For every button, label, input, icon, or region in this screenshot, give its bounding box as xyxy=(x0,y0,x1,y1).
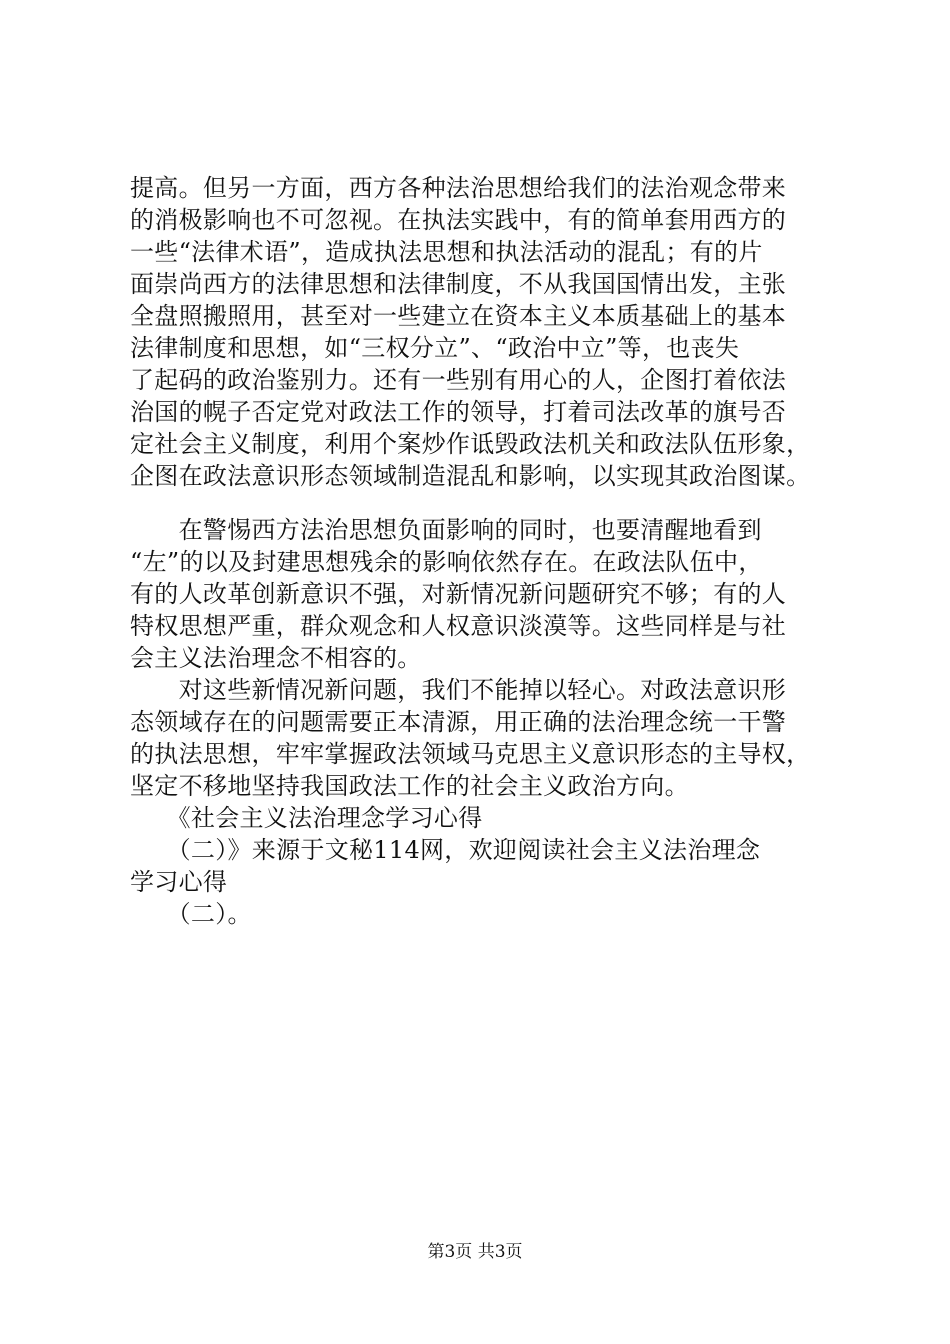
paragraph-gap xyxy=(130,492,830,514)
text-line: 有的人改革创新意识不强，对新情况新问题研究不够；有的人 xyxy=(130,580,787,608)
text-line: 对这些新情况新问题，我们不能掉以轻心。对政法意识形 xyxy=(130,676,787,704)
page-footer: 第3页 共3页 xyxy=(427,1242,523,1262)
text-line: 特权思想严重，群众观念和人权意识淡漠等。这些同样是与社 xyxy=(130,612,787,640)
text-line: 全盘照搬照用，甚至对一些建立在资本主义本质基础上的基本 xyxy=(130,302,787,330)
text-line: 了起码的政治鉴别力。还有一些别有用心的人，企图打着依法 xyxy=(130,366,787,394)
text-line: 面崇尚西方的法律思想和法律制度，不从我国国情出发，主张 xyxy=(130,270,787,298)
text-line: （二）》来源于文秘114网，欢迎阅读社会主义法治理念 xyxy=(130,836,761,864)
text-line: 企图在政法意识形态领域制造混乱和影响，以实现其政治图谋。 xyxy=(130,462,811,490)
text-line: 定社会主义制度，利用个案炒作诋毁政法机关和政法队伍形象， xyxy=(130,430,811,458)
text-line: 法律制度和思想，如“三权分立”、“政治中立”等，也丧失 xyxy=(130,334,740,362)
document-body xyxy=(130,172,830,930)
text-line: 一些“法律术语”，造成执法思想和执法活动的混乱；有的片 xyxy=(130,238,763,266)
text-line: 《社会主义法治理念学习心得 xyxy=(130,804,483,832)
text-line: 学习心得 xyxy=(130,868,228,896)
text-line: 态领域存在的问题需要正本清源，用正确的法治理念统一干警 xyxy=(130,708,787,736)
text-line: 治国的幌子否定党对政法工作的领导，打着司法改革的旗号否 xyxy=(130,398,787,426)
text-line: 的消极影响也不可忽视。在执法实践中，有的简单套用西方的 xyxy=(130,206,787,234)
text-line: 会主义法治理念不相容的。 xyxy=(130,644,422,672)
text-line: “左”的以及封建思想残余的影响依然存在。在政法队伍中， xyxy=(130,548,763,576)
text-line: 提高。但另一方面，西方各种法治思想给我们的法治观念带来 xyxy=(130,174,787,202)
text-line: 在警惕西方法治思想负面影响的同时，也要清醒地看到 xyxy=(130,516,762,544)
text-line: 的执法思想，牢牢掌握政法领域马克思主义意识形态的主导权， xyxy=(130,740,811,768)
text-line: （二）。 xyxy=(130,900,252,928)
text-line: 坚定不移地坚持我国政法工作的社会主义政治方向。 xyxy=(130,772,689,800)
